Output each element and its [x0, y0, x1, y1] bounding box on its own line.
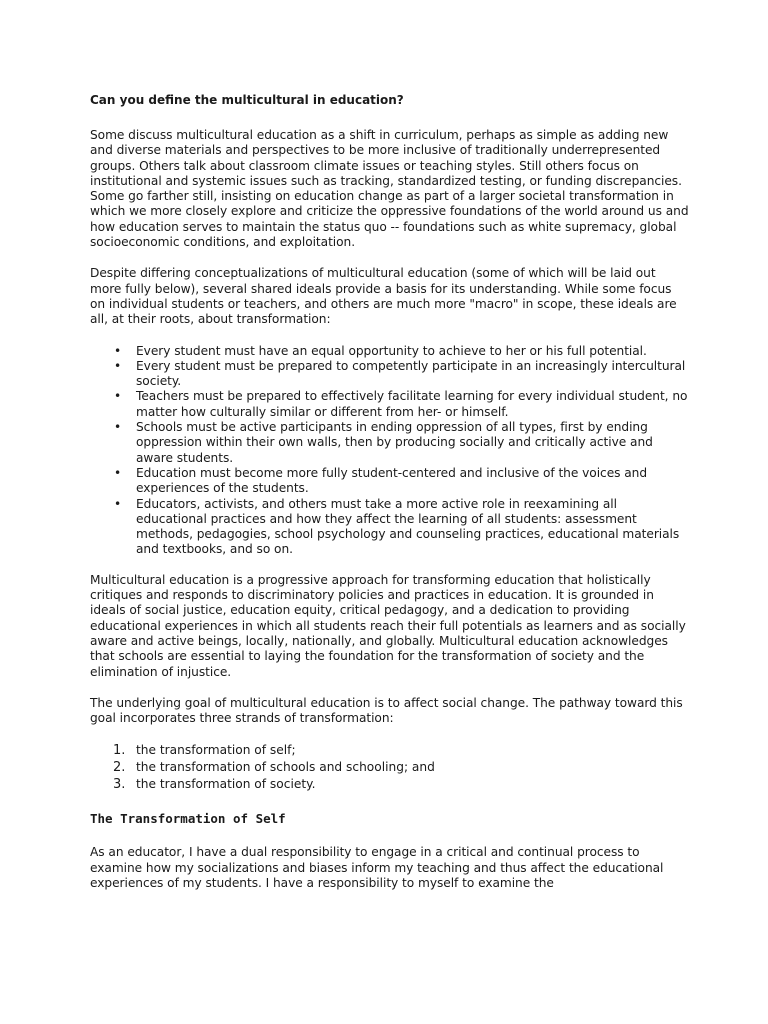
- list-item: • Every student must have an equal opportunity to achieve to her or his full potential.: [136, 344, 690, 359]
- list-item: the transformation of self;: [136, 743, 296, 758]
- paragraph-educator-responsibility: As an educator, I have a dual responsibility to engage in a critical and continual process to examine how my socializations and biases inform my teaching and thus affect the educational experiences of my students. I have a responsibility to myself to examine the: [90, 845, 664, 890]
- list-item: • Schools must be active participants in ending oppression of all types, first by ending oppression within their own walls, then by producing socially and critically active and aware students.: [136, 420, 690, 466]
- list-item: • Educators, activists, and others must take a more active role in reexamining all educational practices and how they affect the learning of all students: assessment methods, pedagogies, school psychology and counseling practices, educational materials and textbooks, and so on.: [136, 497, 690, 558]
- section-heading: The Transformation of Self: [90, 811, 286, 827]
- paragraph-shared-ideals: Despite differing conceptualizations of multicultural education (some of which will be laid out more fully below), several shared ideals provide a basis for its understanding. While some focus on individual students or teachers, and others are much more "macro" in scope, these ideals are all, at their roots, about transformation:: [90, 266, 677, 327]
- ideals-list: [90, 344, 690, 558]
- paragraph-progressive-approach: Multicultural education is a progressive approach for transforming education that holistically critiques and responds to discriminatory policies and practices in education. It is grounded in ideals of social justice, education equity, critical pedagogy, and a dedication to providing educational experiences in which all students reach their full potentials as learners and as socially aware and active beings, locally, nationally, and globally. Multicultural education acknowledges that schools are essential to laying the foundation for the transformation of society and the elimination of injustice.: [90, 572, 686, 679]
- list-item: • Education must become more fully student-centered and inclusive of the voices and experiences of the students.: [136, 466, 690, 497]
- list-item: • Teachers must be prepared to effectively facilitate learning for every individual student, no matter how culturally similar or different from her- or himself.: [136, 389, 690, 420]
- paragraph-curriculum-shift: Some discuss multicultural education as a shift in curriculum, perhaps as simple as adding new and diverse materials and perspectives to be more inclusive of traditionally underrepresented groups. Others talk about classroom climate issues or teaching styles. Still others focus on institutional and systemic issues such as tracking, standardized testing, or funding discrepancies. Some go farther still, insisting on education change as part of a larger societal transformation in which we more closely explore and criticize the oppressive foundations of the world around us and how education serves to maintain the status quo -- foundations such as white supremacy, global socioeconomic conditions, and exploitation.: [90, 128, 689, 250]
- strands-list: [90, 742, 690, 793]
- question-heading: Can you define the multicultural in education?: [90, 93, 404, 107]
- list-item: the transformation of society.: [136, 777, 316, 792]
- list-item: • Every student must be prepared to competently participate in an increasingly intercultural society.: [136, 359, 690, 390]
- list-item: the transformation of schools and schooling; and: [136, 760, 435, 775]
- document-page: [90, 92, 690, 907]
- paragraph-underlying-goal: The underlying goal of multicultural education is to affect social change. The pathway toward this goal incorporates three strands of transformation:: [90, 695, 683, 726]
